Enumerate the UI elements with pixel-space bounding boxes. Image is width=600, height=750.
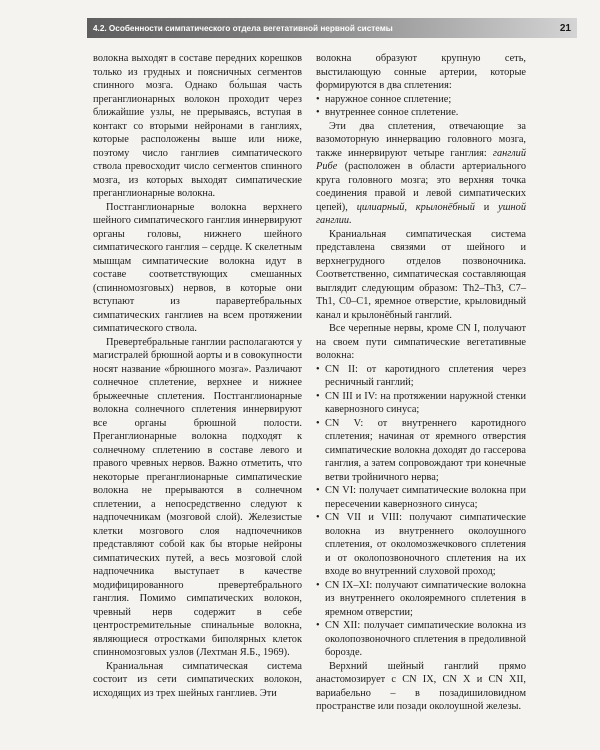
right-paragraph-5: Верхний шейный ганглий прямо анастомозирует с CN IX, CN X и CN XII, вариабельно – в позадишиловидном пространстве или позади околоушной железы. — [316, 660, 526, 712]
left-paragraph-2: Постганглионарные волокна верхнего шейного симпатического ганглия иннервируют органы головы, нижнего шейного симпатического ганглия – сердце. К скелетным мышцам симпатические волокна идут в составе соответствующих смешанных (спинномозговых) нервов, в которые они вступают из паравертебральных симпатических ганглиев на всем протяжении симпатического ствола. — [93, 201, 302, 334]
text-run: и — [474, 201, 499, 213]
italic-term: цилиарный, крылонёбный — [356, 201, 475, 213]
left-paragraph-1: волокна выходят в составе передних корешков только из грудных и поясничных сегментов спинного мозга. Однако бо́льшая часть преганглионарных волокон проходит через ближайшие узлы, не прерываясь, вступая в контакт со вторыми нейронами в ганглиях, которые расположены выше или ниже, поэтому число ганглиев симпатического ствола превосходит число сегментов спинного мозга, из которых выходят симпатические преганглионарные волокна. — [93, 53, 302, 199]
running-header — [87, 18, 577, 38]
carotid-plexus-list — [316, 93, 526, 120]
list-item: • CN IX–XI: получают симпатические волокна из внутреннего околояремного сплетения в яремном отверстии; — [316, 579, 526, 620]
italic-term: ушной ганглии. — [316, 201, 526, 226]
text-run: Эти два сплетения, отвечающие за вазомоторную иннервацию головного мозга, также иннервируют четыре ганглия: — [316, 120, 526, 159]
list-item: • CN VI: получает симпатические волокна при пересечении кавернозного синуса; — [316, 484, 526, 511]
cranial-nerves-list — [316, 363, 526, 660]
running-header-title: 4.2. Особенности симпатического отдела вегетативной нервной системы — [93, 23, 393, 33]
italic-term: ганглий Рибе — [316, 147, 526, 172]
right-column — [316, 52, 526, 714]
list-item: • CN V: от внутреннего каротидного сплетения; начиная от яремного отверстия симпатические волокна доходят до гассерова ганглия, а затем сопровождают три конечные ветви тройничного нерва; — [316, 417, 526, 485]
left-paragraph-4: Краниальная симпатическая система состоит из сети симпатических волокон, исходящих из трех шейных ганглиев. Эти — [93, 660, 302, 699]
list-item: • наружное сонное сплетение; — [316, 93, 526, 107]
list-item: • CN III и IV: на протяжении наружной стенки кавернозного синуса; — [316, 390, 526, 417]
right-paragraph-3: Краниальная симпатическая система представлена связями от шейного и верхнегрудного отделов позвоночника. Соответственно, симпатическая составляющая выглядит следующим образом: Th2–Th3, C7–Th1, C0–C1, яремное отверстие, крыловидный канал и крылонёбный ганглий. — [316, 228, 526, 321]
list-item: • CN VII и VIII: получают симпатические волокна из внутреннего околоушного сплетения, от околомозжечкового сплетения и от околопозвоночного сплетения на их входе во внутренний слуховой проход; — [316, 511, 526, 579]
text-run: (расположен в области артериального круга головного мозга; это верхняя точка соединения правой и левой симпатических цепей), — [316, 161, 526, 213]
right-paragraph-4: Все черепные нервы, кроме CN I, получают на своем пути симпатические вегетативные волокна: — [316, 323, 526, 361]
left-column — [93, 52, 302, 700]
list-item: • CN II: от каротидного сплетения через ресничный ганглий; — [316, 363, 526, 390]
list-item: • внутреннее сонное сплетение. — [316, 106, 526, 120]
left-paragraph-3: Превертебральные ганглии располагаются у магистралей брюшной аорты и в совокупности носят название «брюшного мозга». Различают солнечное сплетение, верхнее и нижнее брыжеечные сплетения. Постганглионарные волокна солнечного сплетения иннервируют все органы брюшной полости. Преганглионарные волокна подходят к солнечному сплетению в составе левого и правого чревных нервов. Важно отметить, что некоторые преганглионарные симпатические волокна не прерываются в солнечном сплетении, а непосредственно следуют к надпочечникам (мозговой слой). Железистые клетки мозгового слоя надпочечников представляют собой как бы вторые нейроны симпатических путей, а весь мозговой слой надпочечника выступает в качестве модифицированного превертебрального ганглия. Помимо симпатических волокон, чревный нерв содержит в себе центростремительные спинальные волокна, являющиеся отростками биполярных клеток спинномозговых узлов (Лехтман Я.Б., 1969). — [93, 336, 302, 658]
right-paragraph-2 — [316, 120, 526, 228]
right-paragraph-1: волокна образуют крупную сеть, выстилающую сонные артерии, которые формируются в два сплетения: — [316, 53, 526, 91]
page-number: 21 — [559, 22, 571, 34]
list-item: • CN XII: получает симпатические волокна из околопозвоночного сплетения в предоливной борозде. — [316, 619, 526, 660]
